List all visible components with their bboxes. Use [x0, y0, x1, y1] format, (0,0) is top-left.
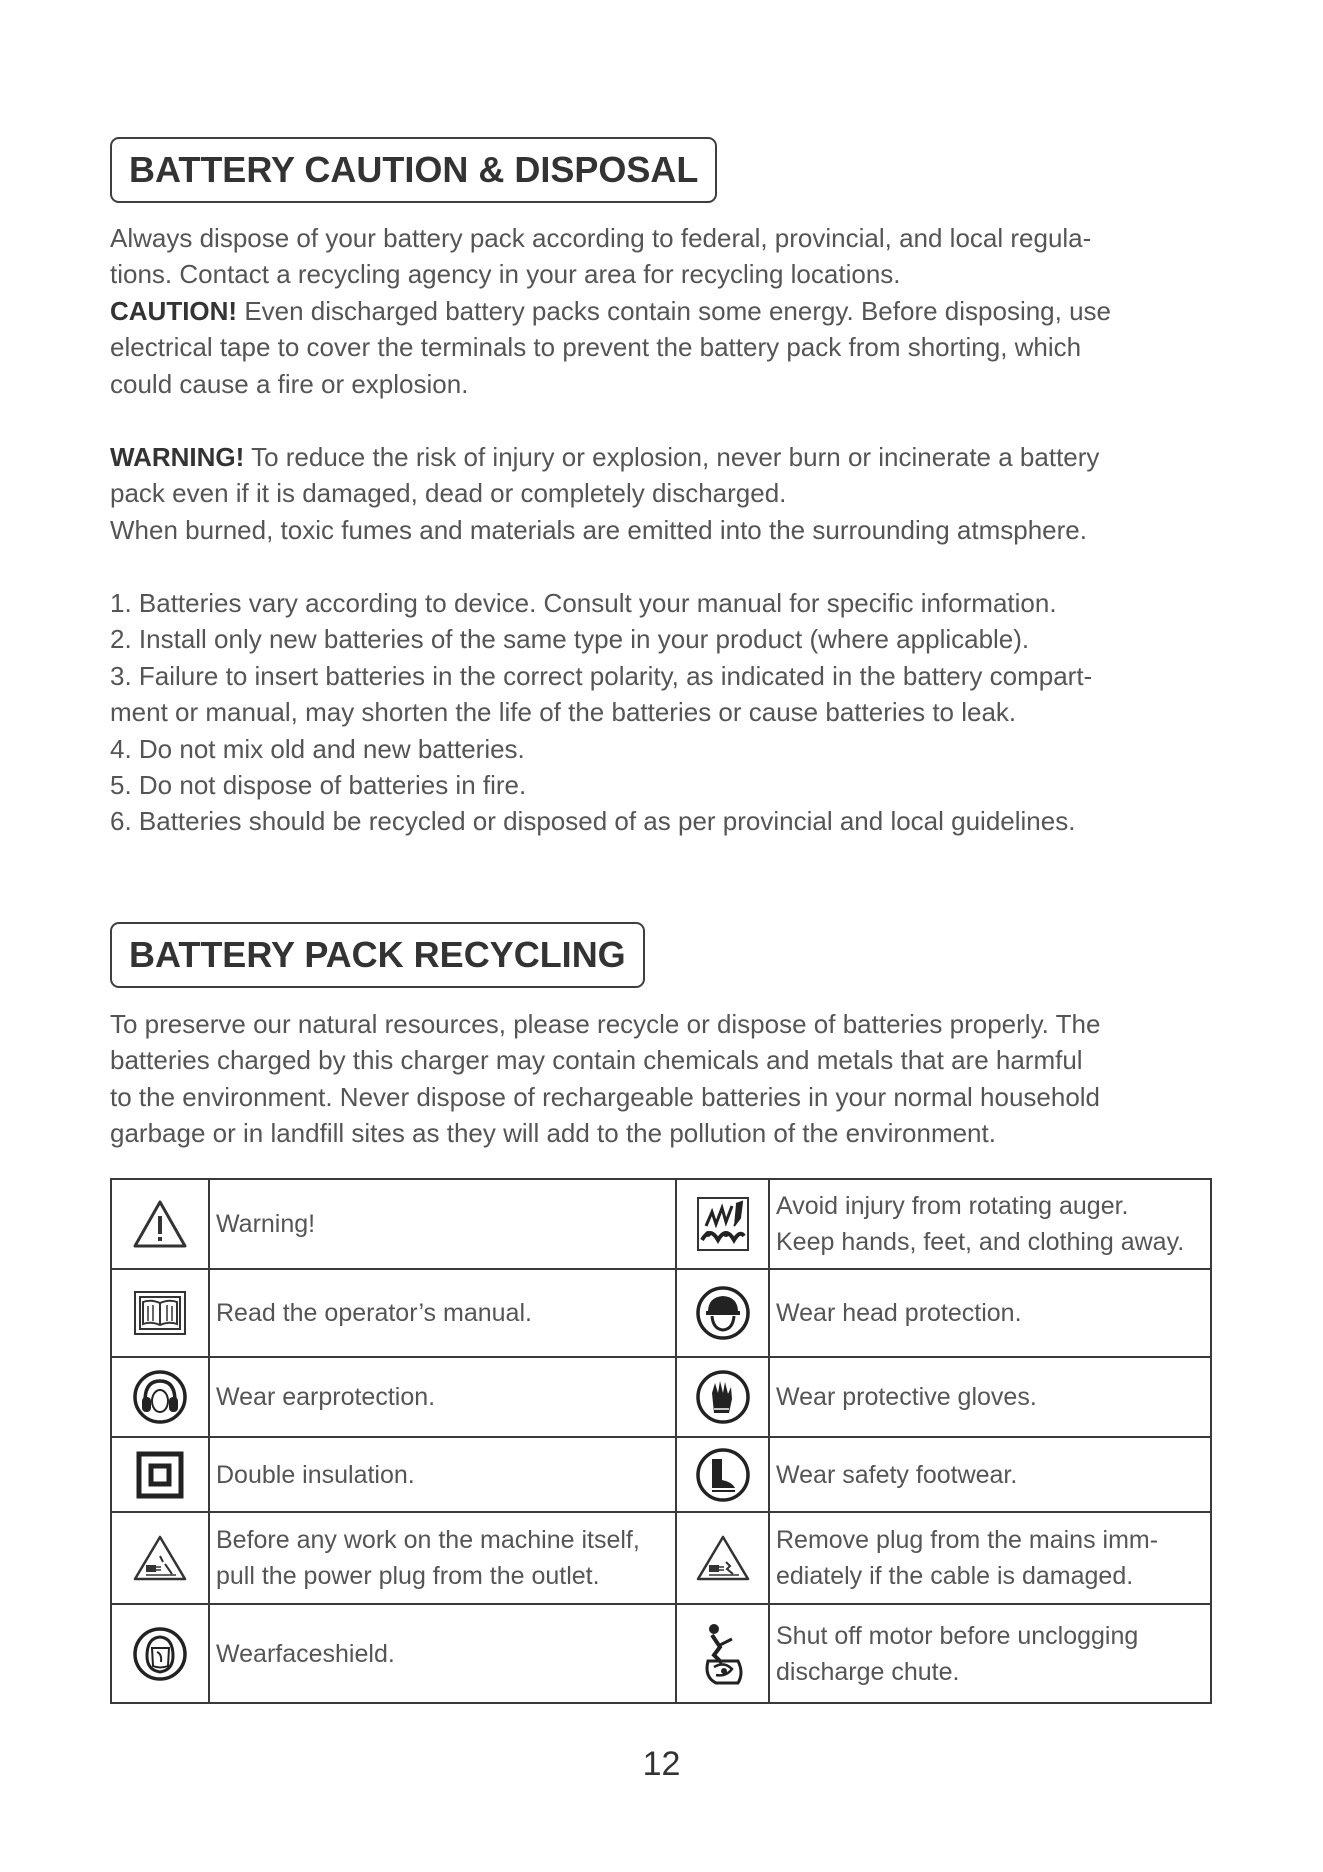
- symbol-cell: [111, 1357, 209, 1437]
- recycling-line: garbage or in landfill sites as they will add to the pollution of the environment.: [110, 1118, 996, 1149]
- symbol-cell: [111, 1437, 209, 1512]
- symbol-cell: [111, 1512, 209, 1604]
- symbol-description: [769, 1604, 1211, 1703]
- description-line: Wear safety footwear.: [776, 1460, 1018, 1489]
- warning-paragraph: [110, 439, 1215, 548]
- symbol-description: [209, 1437, 676, 1512]
- face-shield-icon: [132, 1626, 188, 1682]
- list-item: 5. Do not dispose of batteries in fire.: [110, 770, 527, 801]
- battery-caution-heading: BATTERY CAUTION & DISPOSAL: [110, 137, 717, 203]
- warning-text: To reduce the risk of injury or explosion, never burn or incinerate a battery: [244, 442, 1100, 472]
- symbol-cell: [676, 1269, 769, 1357]
- description-line: Wear earprotection.: [216, 1383, 436, 1411]
- table-row: [111, 1179, 1211, 1269]
- symbol-description: [209, 1604, 676, 1703]
- description-line: Warning!: [216, 1210, 316, 1238]
- damaged-cable-warning-icon: [695, 1534, 751, 1582]
- protective-gloves-icon: [695, 1369, 751, 1425]
- unplug-warning-icon: [132, 1534, 188, 1582]
- table-row: [111, 1512, 1211, 1604]
- symbol-cell: [676, 1512, 769, 1604]
- symbol-description: [769, 1357, 1211, 1437]
- disposal-intro: [110, 220, 1215, 402]
- list-item: 1. Batteries vary according to device. Consult your manual for specific information.: [110, 588, 1057, 618]
- symbol-description: [209, 1512, 676, 1604]
- description-line: ediately if the cable is damaged.: [776, 1562, 1134, 1590]
- list-item: 6. Batteries should be recycled or disposed of as per provincial and local guidelines.: [110, 806, 1076, 837]
- description-line: Remove plug from the mains imm-: [776, 1526, 1159, 1554]
- table-row: [111, 1357, 1211, 1437]
- recycling-line: batteries charged by this charger may contain chemicals and metals that are harmful: [110, 1045, 1083, 1076]
- description-line: Read the operator’s manual.: [216, 1299, 532, 1327]
- safety-symbols-table: [110, 1178, 1212, 1704]
- caution-label: CAUTION!: [110, 295, 238, 326]
- description-line: pull the power plug from the outlet.: [216, 1562, 600, 1590]
- caution-text: Even discharged battery packs contain some energy. Before disposing, use: [237, 295, 1112, 326]
- symbol-cell: [676, 1437, 769, 1512]
- description-line: Wearfaceshield.: [216, 1639, 395, 1668]
- page-number: 12: [642, 1745, 681, 1783]
- manual-book-icon: [133, 1290, 187, 1336]
- symbol-cell: [111, 1269, 209, 1357]
- symbol-description: [769, 1437, 1211, 1512]
- description-line: Wear protective gloves.: [776, 1383, 1037, 1411]
- list-item: 2. Install only new batteries of the same type in your product (where applicable).: [110, 624, 1030, 655]
- recycling-line: to the environment. Never dispose of rechargeable batteries in your normal household: [110, 1081, 1101, 1112]
- symbol-description: [769, 1269, 1211, 1357]
- table-row: [111, 1604, 1211, 1703]
- description-line: Keep hands, feet, and clothing away.: [776, 1228, 1185, 1256]
- warning-line: When burned, toxic fumes and materials are emitted into the surrounding atmsphere.: [110, 514, 1087, 545]
- list-item: 4. Do not mix old and new batteries.: [110, 733, 525, 764]
- list-item: ment or manual, may shorten the life of the batteries or cause batteries to leak.: [110, 697, 1017, 728]
- description-line: Shut off motor before unclogging: [776, 1621, 1139, 1650]
- caution-line: electrical tape to cover the terminals to prevent the battery pack from shorting, which: [110, 332, 1082, 363]
- safety-footwear-icon: [695, 1447, 751, 1503]
- caution-line: could cause a fire or explosion.: [110, 368, 469, 399]
- rotating-auger-icon: [696, 1196, 750, 1252]
- description-line: Wear head protection.: [776, 1299, 1022, 1327]
- intro-line: Always dispose of your battery pack according to federal, provincial, and local regula-: [110, 223, 1092, 253]
- symbol-cell: [676, 1604, 769, 1703]
- symbol-cell: [676, 1357, 769, 1437]
- warning-label: WARNING!: [110, 442, 245, 472]
- head-protection-icon: [695, 1285, 751, 1341]
- symbol-description: [769, 1179, 1211, 1269]
- recycling-paragraph: [110, 1006, 1215, 1152]
- symbol-cell: [111, 1604, 209, 1703]
- description-line: Avoid injury from rotating auger.: [776, 1192, 1129, 1220]
- battery-recycling-heading: BATTERY PACK RECYCLING: [110, 922, 645, 988]
- table-row: [111, 1437, 1211, 1512]
- symbol-cell: [676, 1179, 769, 1269]
- double-insulation-icon: [136, 1451, 184, 1499]
- description-line: Before any work on the machine itself,: [216, 1526, 640, 1554]
- recycling-line: To preserve our natural resources, please recycle or dispose of batteries properly. The: [110, 1009, 1101, 1039]
- warning-triangle-icon: [132, 1199, 188, 1249]
- warning-line: [110, 439, 1215, 475]
- discharge-chute-icon: [700, 1621, 746, 1687]
- list-item: 3. Failure to insert batteries in the correct polarity, as indicated in the battery compart-: [110, 660, 1093, 691]
- ear-protection-icon: [132, 1369, 188, 1425]
- symbol-description: [209, 1269, 676, 1357]
- symbol-description: [769, 1512, 1211, 1604]
- caution-line: [110, 293, 1215, 329]
- symbol-cell: [111, 1179, 209, 1269]
- description-line: Double insulation.: [216, 1460, 415, 1489]
- symbol-description: [209, 1357, 676, 1437]
- description-line: discharge chute.: [776, 1657, 960, 1686]
- intro-line: tions. Contact a recycling agency in your area for recycling locations.: [110, 259, 901, 290]
- battery-rules-list: [110, 585, 1215, 840]
- symbol-description: [209, 1179, 676, 1269]
- warning-line: pack even if it is damaged, dead or completely discharged.: [110, 478, 787, 509]
- table-row: [111, 1269, 1211, 1357]
